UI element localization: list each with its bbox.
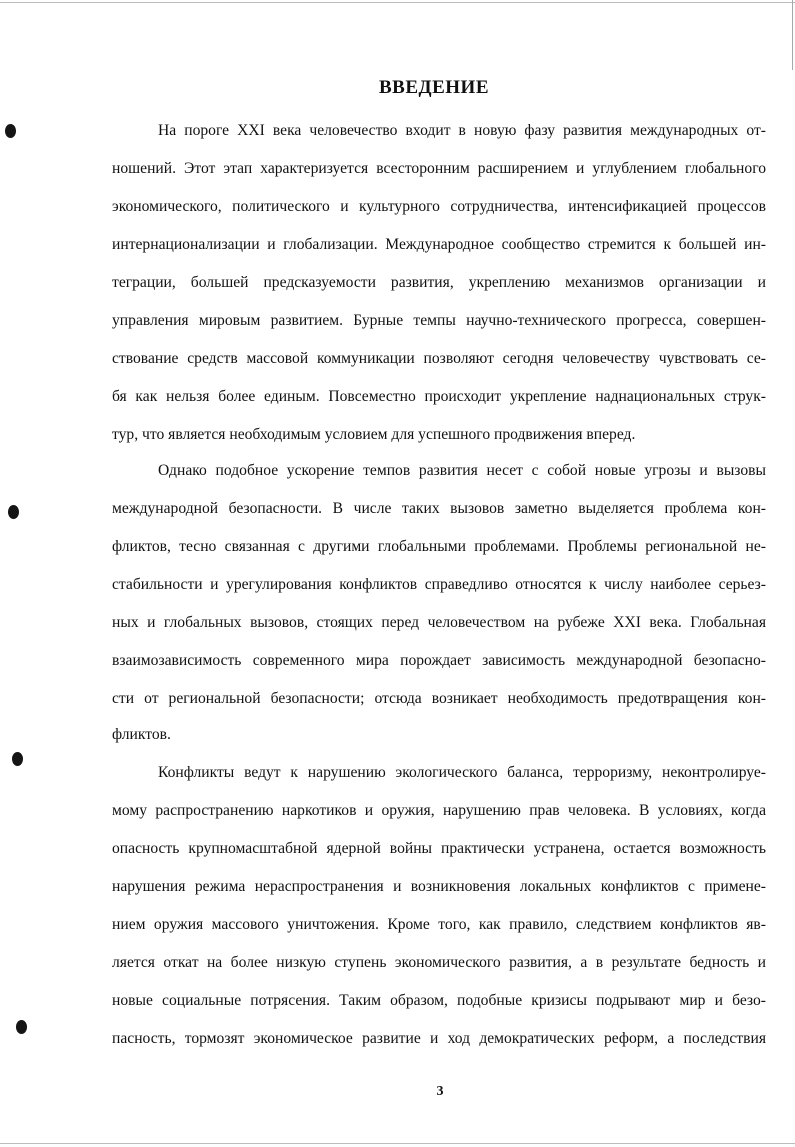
page-title: ВВЕДЕНИЕ (379, 77, 489, 98)
scan-right-edge (792, 0, 793, 70)
text-line: Конфликты ведут к нарушению экологического баланса, терроризму, неконтролируе- (158, 764, 766, 781)
text-line: фликтов, тесно связанная с другими глобальными проблемами. Проблемы региональной не- (112, 538, 766, 555)
text-line: ношений. Этот этап характеризуется всесторонним расширением и углублением глобального (112, 160, 766, 177)
text-line: Однако подобное ускорение темпов развития несет с собой новые угрозы и вызовы (158, 462, 766, 479)
text-line: ных и глобальных вызовов, стоящих перед человечеством на рубеже XXI века. Глобальная (112, 614, 766, 631)
text-line: новые социальные потрясения. Таким образом, подобные кризисы подрывают мир и безо- (112, 992, 766, 1009)
text-line: мому распространению наркотиков и оружия, нарушению прав человека. В условиях, когда (112, 802, 766, 819)
punch-hole-3 (12, 752, 23, 766)
text-line: нием оружия массового уничтожения. Кроме того, как правило, следствием конфликтов яв- (112, 916, 766, 933)
text-line: теграции, большей предсказуемости развития, укреплению механизмов организации и (112, 274, 766, 291)
text-line: На пороге XXI века человечество входит в новую фазу развития международных от- (158, 122, 766, 139)
text-line: нарушения режима нераспространения и возникновения локальных конфликтов с примене- (112, 878, 766, 895)
text-line: ствование средств массовой коммуникации позволяют сегодня человечеству чувствовать се- (112, 350, 766, 367)
punch-hole-2 (8, 505, 19, 519)
text-line: бя как нельзя более единым. Повсеместно происходит укрепление наднациональных струк- (112, 388, 766, 405)
text-line: стабильности и урегулирования конфликтов справедливо относятся к числу наиболее серьез- (112, 576, 766, 593)
text-line: интернационализации и глобализации. Международное сообщество стремится к большей ин- (112, 236, 766, 253)
scan-bottom-edge (0, 1143, 795, 1144)
punch-hole-1 (5, 124, 16, 138)
text-line: экономического, политического и культурного сотрудничества, интенсификацией процессов (112, 198, 766, 215)
text-line: ляется откат на более низкую ступень экономического развития, а в результате бедность и (112, 954, 766, 971)
text-line: управления мировым развитием. Бурные темпы научно-технического прогресса, совершен- (112, 312, 766, 329)
page-number: 3 (436, 1084, 444, 1099)
text-line: опасность крупномасштабной ядерной войны практически устранена, остается возможность (112, 840, 766, 857)
scan-top-edge (0, 2, 795, 3)
text-line: фликтов. (112, 726, 171, 743)
text-line: сти от региональной безопасности; отсюда возникает необходимость предотвращения кон- (112, 690, 766, 707)
text-line: тур, что является необходимым условием для успешного продвижения вперед. (112, 426, 636, 443)
text-line: пасность, тормозят экономическое развитие и ход демократических реформ, а последствия (112, 1030, 766, 1047)
text-line: международной безопасности. В числе таких вызовов заметно выделяется проблема кон- (112, 500, 766, 517)
text-line: взаимозависимость современного мира порождает зависимость международной безопасно- (112, 652, 766, 669)
punch-hole-4 (16, 1020, 27, 1034)
